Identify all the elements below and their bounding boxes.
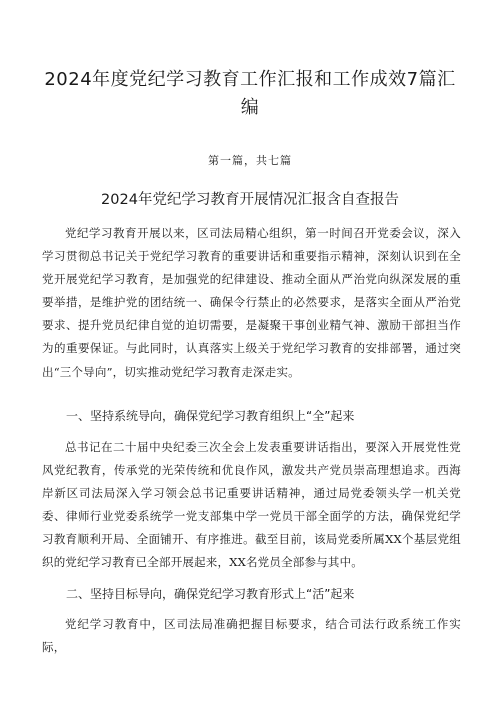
- document-title: 2024年度党纪学习教育工作汇报和工作成效7篇汇编: [44, 69, 456, 118]
- body-paragraph: 党纪学习教育开展以来，区司法局精心组织，第一时间召开党委会议，深入学习贯彻总书记关于党纪学习教育的重要讲话和重要指示精神，深刻认识到在全党开展党纪学习教育，是加强党的纪律建设、推动全面从严治党向纵深发展的重要举措，是维护党的团结统一、确保令行禁止的必然要求，是落实全面从严治党要求、提升党员纪律自觉的迫切需要，是凝聚干事创业精气神、激励干部担当作为的重要保证。与此同时，认真落实上级关于党纪学习教育的安排部署，通过突出“三个导向”，切实推动党纪学习教育走深走实。: [42, 226, 461, 379]
- section-heading: 二、坚持目标导向，确保党纪学习教育形式上“活”起来: [66, 587, 355, 601]
- body-paragraph: 党纪学习教育中，区司法局准确把握目标要求，结合司法行政系统工作实际，: [42, 617, 461, 655]
- section-heading: 一、坚持系统导向，确保党纪学习教育组织上“全”起来: [66, 409, 355, 423]
- body-paragraph: 总书记在二十届中央纪委三次全会上发表重要讲话指出，要深入开展党性党风党纪教育，传承党的光荣传统和优良作风，激发共产党员崇高理想追求。西海岸新区司法局深入学习领会总书记重要讲话精神，通过局党委领头学一机关党委、律师行业党委系统学一党支部集中学一党员干部全面学的方法，确保党纪学习教育顺利开局、全面铺开、有序推进。截至目前，该局党委所属XX个基层党组织的党纪学习教育已全部开展起来，XX名党员全部参与其中。: [42, 440, 461, 570]
- report-title: 2024年党纪学习教育开展情况汇报含自查报告: [101, 192, 399, 208]
- part-label: 第一篇，共七篇: [208, 154, 292, 167]
